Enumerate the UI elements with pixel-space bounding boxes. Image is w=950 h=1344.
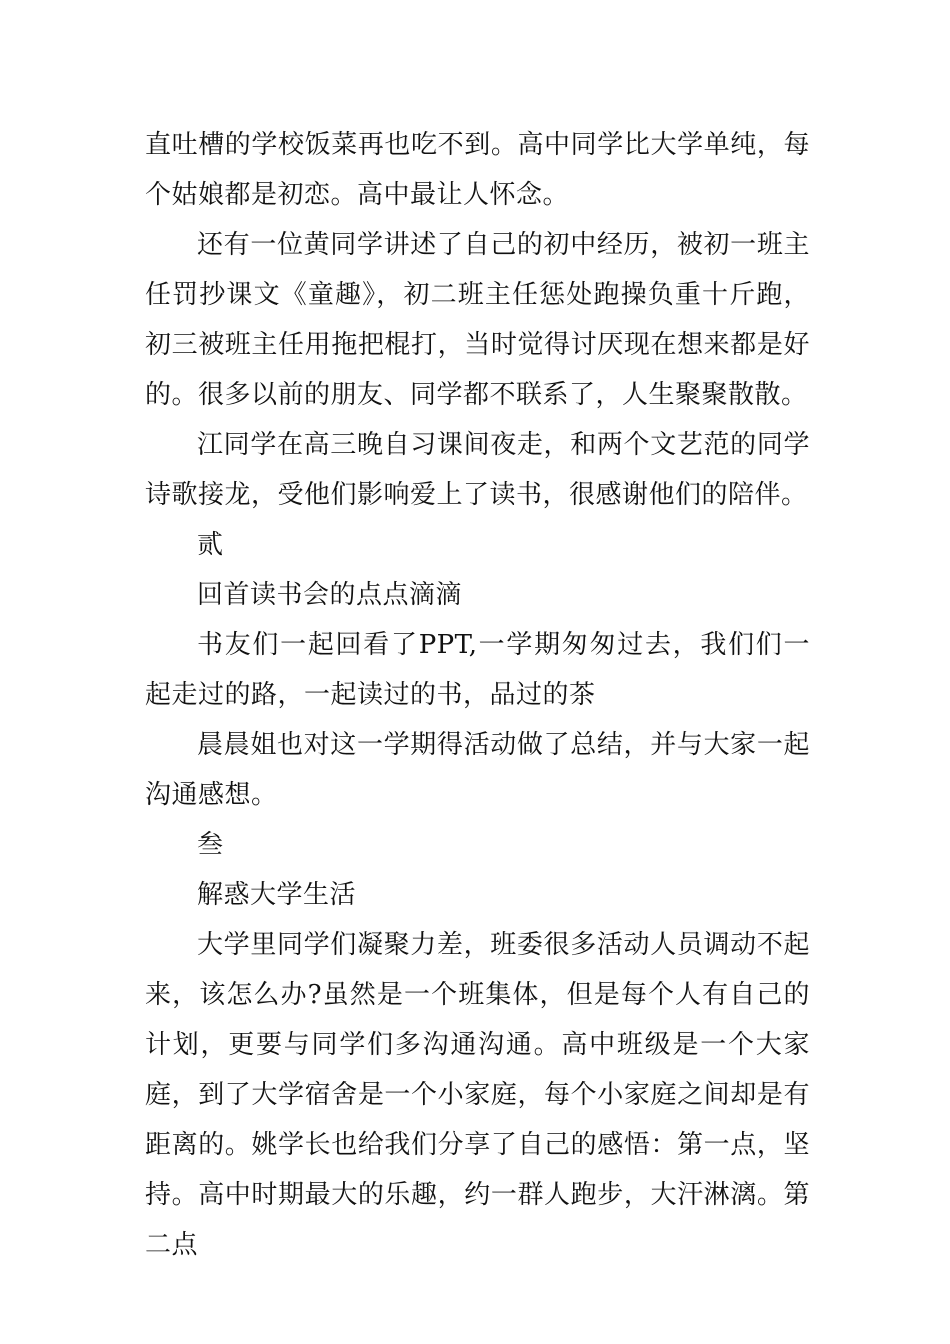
section-title-college-life: 解惑大学生活 xyxy=(197,880,357,910)
paragraph-jiang-story: 江同学在高三晚自习课间夜走，和两个文艺范的同学诗歌接龙，受他们影响爱上了读书，很感谢他们的陪伴。 xyxy=(145,430,810,510)
paragraph-continued: 直吐槽的学校饭菜再也吃不到。高中同学比大学单纯，每个姑娘都是初恋。高中最让人怀念。 xyxy=(145,130,810,210)
section-title-reading-club: 回首读书会的点点滴滴 xyxy=(197,580,463,610)
section-number-three: 叁 xyxy=(197,830,224,860)
paragraph-college-cohesion: 大学里同学们凝聚力差，班委很多活动人员调动不起来，该怎么办?虽然是一个班集体，但是每个人有自己的计划，更要与同学们多沟通沟通。高中班级是一个大家庭，到了大学宿舍是一个小家庭，每个小家庭之间却是有距离的。姚学长也给我们分享了自己的感悟：第一点，坚持。高中时期最大的乐趣，约一群人跑步，大汗淋漓。第二点 xyxy=(145,930,810,1260)
paragraph-ppt-review: 书友们一起回看了PPT,一学期匆匆过去，我们们一起走过的路，一起读过的书，品过的茶 xyxy=(145,630,810,710)
paragraph-summary: 晨晨姐也对这一学期得活动做了总结，并与大家一起沟通感想。 xyxy=(145,730,810,810)
document-body xyxy=(145,120,810,1270)
paragraph-huang-story: 还有一位黄同学讲述了自己的初中经历，被初一班主任罚抄课文《童趣》，初二班主任惩处跑操负重十斤跑，初三被班主任用拖把棍打，当时觉得讨厌现在想来都是好的。很多以前的朋友、同学都不联系了，人生聚聚散散。 xyxy=(145,230,810,410)
section-number-two: 贰 xyxy=(197,530,224,560)
